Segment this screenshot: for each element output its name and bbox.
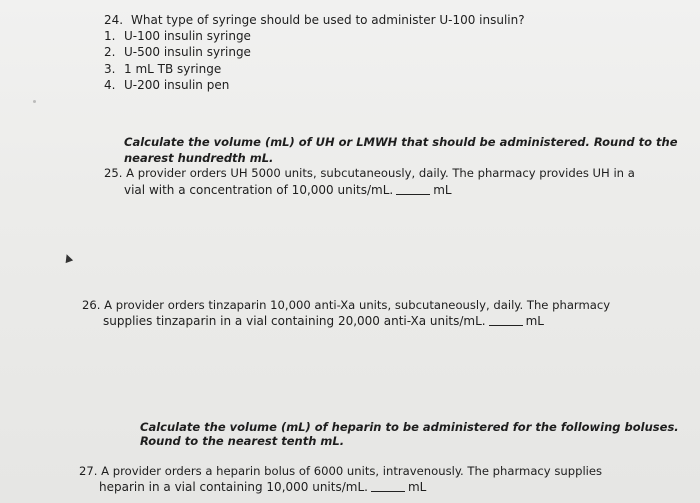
q27-line1: 27. A provider orders a heparin bolus of 6000 units, intravenously. The pharmacy supplies	[79, 464, 603, 478]
q24-option-1-text: U-100 insulin syringe	[124, 29, 251, 43]
q24-question: What type of syringe should be used to administer U-100 insulin?	[131, 13, 525, 27]
section2-instruction-line1: Calculate the volume (mL) of heparin to be administered for the following boluses.	[140, 420, 679, 434]
q24-option-4-text: U-200 insulin pen	[124, 78, 230, 92]
q26-line2: supplies tinzaparin in a vial containing 20,000 anti-Xa units/mL.	[103, 314, 486, 328]
q26-answer-blank	[489, 315, 523, 326]
q26-unit: mL	[525, 314, 544, 328]
q27-answer-blank	[371, 481, 405, 492]
q24-option-3-text: 1 mL TB syringe	[124, 62, 222, 76]
q27-line2-wrap	[99, 480, 426, 494]
q24-option-4-num: 4.	[104, 78, 116, 92]
q27-unit: mL	[407, 480, 427, 494]
section2-instruction-line2: Round to the nearest tenth mL.	[140, 434, 345, 448]
q24-option-3-num: 3.	[104, 62, 116, 76]
q24-option-2-num: 2.	[104, 45, 116, 59]
q25-line2: vial with a concentration of 10,000 units/mL.	[124, 183, 394, 197]
q25-answer-blank	[396, 184, 430, 195]
q24-option-1-num: 1.	[104, 29, 116, 43]
section1-instruction-line2: nearest hundredth mL.	[124, 151, 274, 165]
q24-number: 24.	[104, 13, 124, 27]
q24-option-2-text: U-500 insulin syringe	[124, 45, 251, 59]
cursor-arrow-icon	[63, 253, 73, 263]
q25-line1: 25. A provider orders UH 5000 units, subcutaneously, daily. The pharmacy provides UH in a	[104, 166, 635, 180]
q25-line2-wrap	[124, 183, 452, 197]
q27-line2: heparin in a vial containing 10,000 units/mL.	[99, 480, 368, 494]
q25-unit: mL	[433, 183, 452, 197]
q26-line1: 26. A provider orders tinzaparin 10,000 anti-Xa units, subcutaneously, daily. The pharmacy	[82, 298, 611, 312]
q26-line2-wrap	[103, 314, 544, 328]
section1-instruction-line1: Calculate the volume (mL) of UH or LMWH that should be administered. Round to the	[124, 135, 678, 149]
paper-spot	[33, 100, 36, 103]
